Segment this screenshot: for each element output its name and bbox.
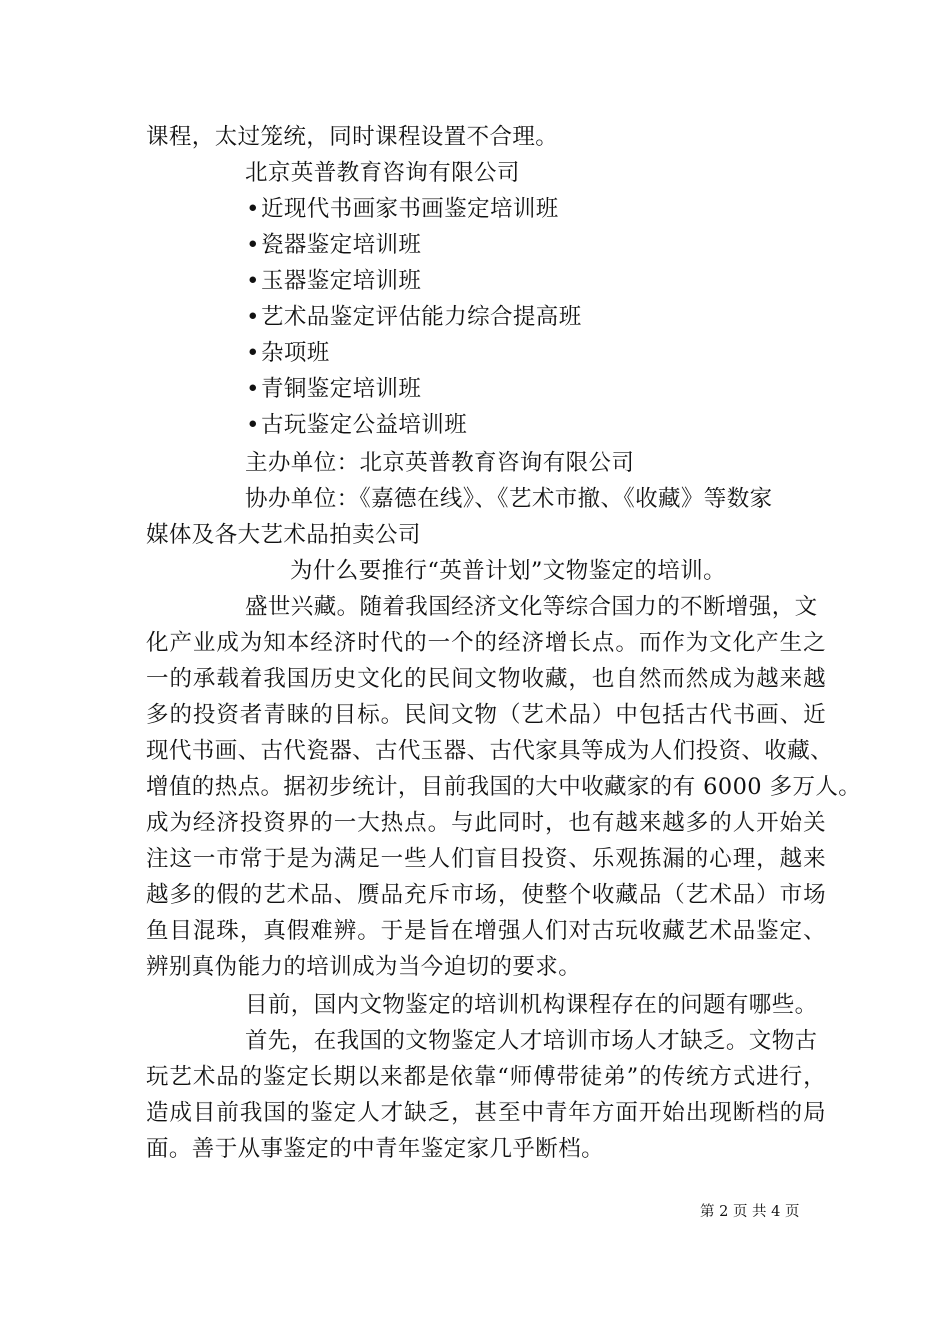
- paragraph-line: 盛世兴藏。随着我国经济文化等综合国力的不断增强，文: [245, 594, 818, 620]
- bullet-icon: •: [246, 268, 260, 294]
- paragraph-line: 首先，在我国的文物鉴定人才培训市场人才缺乏。文物古: [245, 1028, 818, 1054]
- paragraph-line: 面。善于从事鉴定的中青年鉴定家几乎断档。: [146, 1136, 605, 1162]
- bullet-icon: •: [246, 196, 260, 222]
- organizer-line: 主办单位：北京英普教育咨询有限公司: [245, 450, 635, 476]
- bullet-icon: •: [246, 304, 260, 330]
- course-label: 玉器鉴定培训班: [261, 268, 422, 294]
- bullet-icon: •: [246, 340, 260, 366]
- co-organizer-line: 媒体及各大艺术品拍卖公司: [146, 522, 421, 548]
- course-list-item: [245, 302, 582, 332]
- question-line: 目前，国内文物鉴定的培训机构课程存在的问题有哪些。: [245, 992, 818, 1018]
- course-list-item: [245, 194, 559, 224]
- paragraph-line: 增值的热点。据初步统计，目前我国的大中收藏家的有 6000 多万人。: [146, 774, 862, 800]
- paragraph-line: 化产业成为知本经济时代的一个的经济增长点。而作为文化产生之: [146, 630, 826, 656]
- course-list-item: [245, 374, 421, 404]
- bullet-icon: •: [246, 232, 260, 258]
- page-number: 第 2 页 共 4 页: [700, 1204, 800, 1220]
- paragraph-line: 造成目前我国的鉴定人才缺乏，甚至中青年方面开始出现断档的局: [146, 1100, 826, 1126]
- bullet-icon: •: [246, 376, 260, 402]
- paragraph-line: 注这一市常于是为满足一些人们盲目投资、乐观拣漏的心理，越来: [146, 846, 826, 872]
- course-list-item: [245, 338, 330, 368]
- paragraph-line: 辨别真伪能力的培训成为当今迫切的要求。: [146, 954, 582, 980]
- paragraph-line: 玩艺术品的鉴定长期以来都是依靠“师傅带徒弟”的传统方式进行，: [146, 1064, 826, 1090]
- paragraph-line: 现代书画、古代瓷器、古代玉器、古代家具等成为人们投资、收藏、: [146, 738, 834, 764]
- bullet-icon: •: [246, 412, 260, 438]
- course-label: 古玩鉴定公益培训班: [261, 412, 468, 438]
- company-name: 北京英普教育咨询有限公司: [245, 160, 520, 186]
- course-label: 近现代书画家书画鉴定培训班: [261, 196, 559, 222]
- section-heading: 为什么要推行“英普计划”文物鉴定的培训。: [290, 558, 727, 584]
- course-list-item: [245, 230, 421, 260]
- paragraph-line: 鱼目混珠，真假难辨。于是旨在增强人们对古玩收藏艺术品鉴定、: [146, 918, 826, 944]
- course-list-item: [245, 266, 421, 296]
- course-label: 艺术品鉴定评估能力综合提高班: [261, 304, 582, 330]
- course-label: 杂项班: [261, 340, 330, 366]
- course-label: 瓷器鉴定培训班: [261, 232, 422, 258]
- course-label: 青铜鉴定培训班: [261, 376, 422, 402]
- paragraph-line: 一的承载着我国历史文化的民间文物收藏，也自然而然成为越来越: [146, 666, 826, 692]
- paragraph-line: 越多的假的艺术品、赝品充斥市场，使整个收藏品（艺术品）市场: [146, 882, 826, 908]
- co-organizer-line: 协办单位：《嘉德在线》、《艺术市撤、《收藏》等数家: [245, 486, 773, 512]
- course-list-item: [245, 410, 467, 440]
- paragraph-line: 成为经济投资界的一大热点。与此同时，也有越来越多的人开始关: [146, 810, 826, 836]
- intro-tail-line: 课程，太过笼统，同时课程设置不合理。: [146, 124, 559, 150]
- paragraph-line: 多的投资者青睐的目标。民间文物（艺术品）中包括古代书画、近: [146, 702, 826, 728]
